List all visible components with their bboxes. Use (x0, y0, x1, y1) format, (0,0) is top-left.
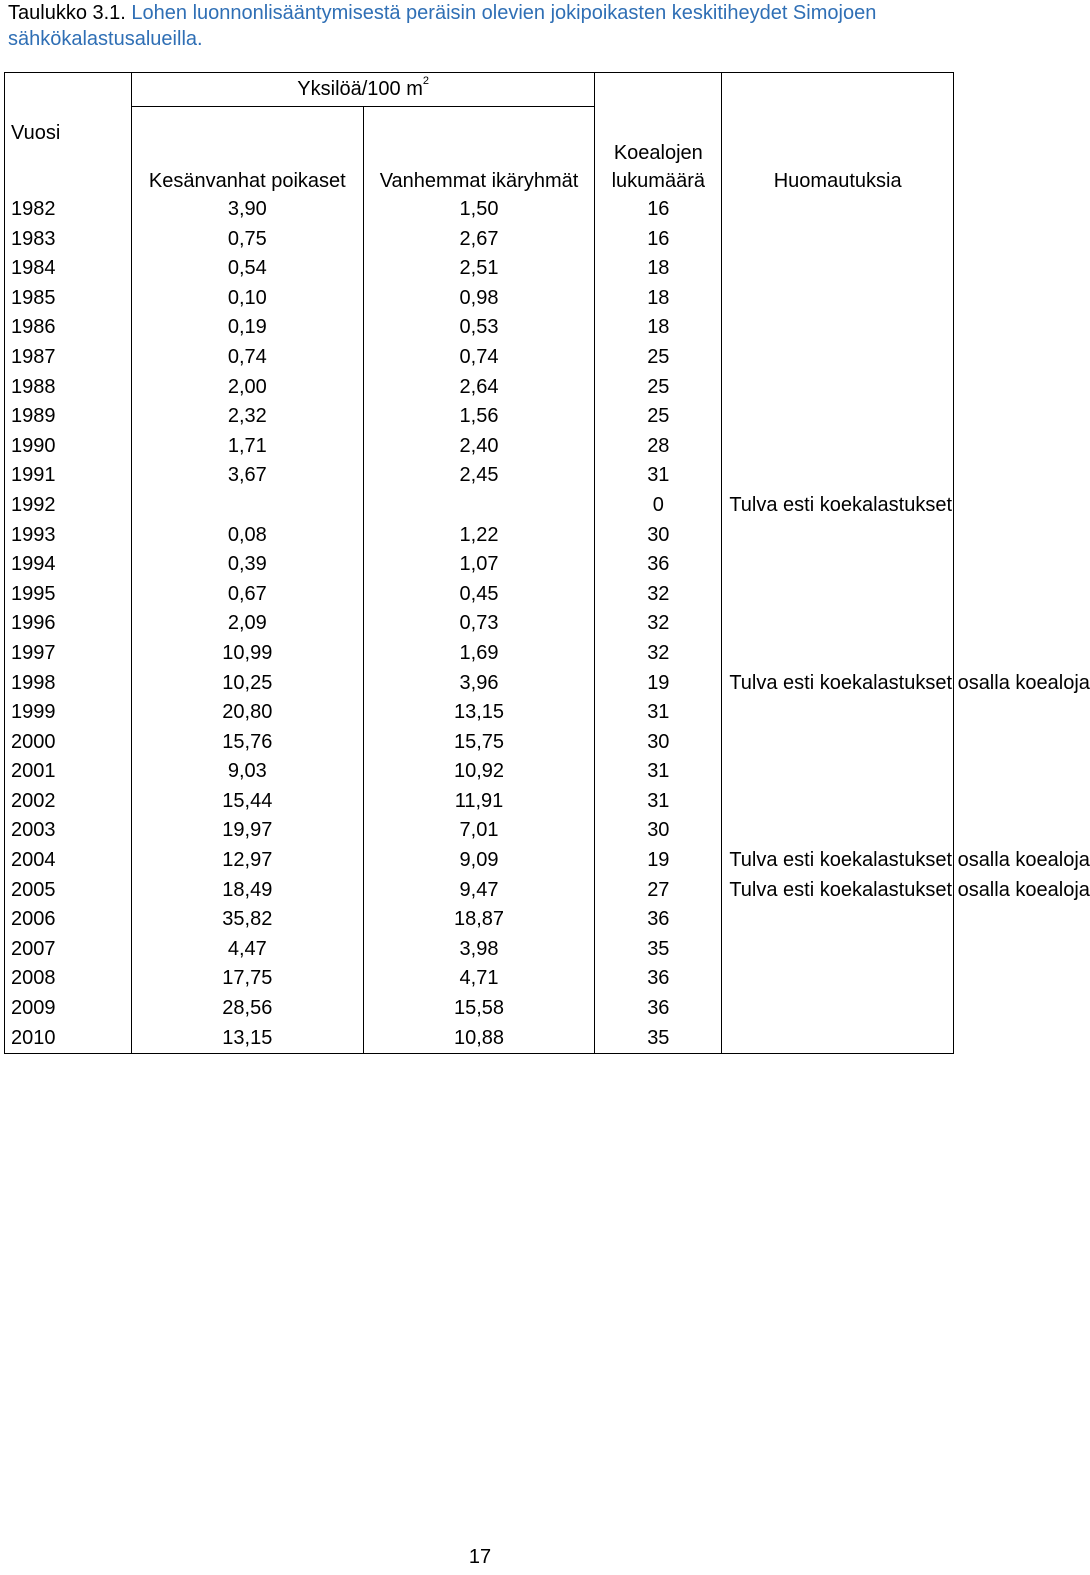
cell-kesanvanhat: 0,19 (132, 313, 364, 343)
header-huomautuksia: Huomautuksia (722, 107, 954, 196)
table-row (5, 521, 954, 551)
cell-huomautuksia (722, 935, 954, 965)
cell-year: 1983 (5, 225, 132, 255)
table-row (5, 284, 954, 314)
header-spacer-koe (595, 73, 722, 107)
density-table (4, 72, 1090, 1054)
cell-koealojen: 28 (595, 432, 722, 462)
cell-huomautuksia (722, 432, 954, 462)
table-row (5, 254, 954, 284)
table-row (5, 935, 954, 965)
table-row (5, 816, 954, 846)
table-caption (8, 0, 948, 52)
cell-huomautuksia (722, 195, 954, 225)
cell-year: 1988 (5, 373, 132, 403)
table-row (5, 876, 954, 906)
cell-koealojen: 31 (595, 757, 722, 787)
table-row (5, 728, 954, 758)
cell-huomautuksia (722, 343, 954, 373)
cell-year: 1992 (5, 491, 132, 521)
cell-vanhemmat: 3,98 (363, 935, 595, 965)
table-row (5, 402, 954, 432)
cell-vanhemmat: 15,58 (363, 994, 595, 1024)
cell-year: 1997 (5, 639, 132, 669)
table-row (5, 195, 954, 225)
cell-koealojen: 27 (595, 876, 722, 906)
header-kesanvanhat: Kesänvanhat poikaset (132, 107, 364, 196)
cell-year: 1984 (5, 254, 132, 284)
cell-koealojen: 36 (595, 964, 722, 994)
cell-koealojen: 32 (595, 609, 722, 639)
cell-year: 2004 (5, 846, 132, 876)
cell-huomautuksia (722, 254, 954, 284)
cell-koealojen: 18 (595, 284, 722, 314)
header-unit-text: Yksilöä/100 m (297, 78, 423, 100)
cell-kesanvanhat: 15,44 (132, 787, 364, 817)
cell-koealojen: 0 (595, 491, 722, 521)
cell-koealojen: 18 (595, 313, 722, 343)
table-row (5, 698, 954, 728)
cell-kesanvanhat: 1,71 (132, 432, 364, 462)
table-row (5, 373, 954, 403)
cell-vanhemmat: 10,92 (363, 757, 595, 787)
header-year: Vuosi (5, 73, 132, 196)
cell-kesanvanhat: 0,08 (132, 521, 364, 551)
cell-kesanvanhat: 0,74 (132, 343, 364, 373)
cell-year: 2003 (5, 816, 132, 846)
cell-kesanvanhat: 4,47 (132, 935, 364, 965)
cell-vanhemmat: 2,67 (363, 225, 595, 255)
table-body (5, 195, 1090, 1054)
cell-koealojen: 36 (595, 550, 722, 580)
cell-kesanvanhat: 10,99 (132, 639, 364, 669)
cell-vanhemmat: 11,91 (363, 787, 595, 817)
cell-year: 1987 (5, 343, 132, 373)
cell-koealojen: 16 (595, 195, 722, 225)
cell-koealojen: 35 (595, 935, 722, 965)
cell-huomautuksia (722, 1024, 954, 1054)
cell-huomautuksia (722, 313, 954, 343)
cell-koealojen: 36 (595, 994, 722, 1024)
table-row (5, 343, 954, 373)
cell-kesanvanhat: 0,39 (132, 550, 364, 580)
table-row (5, 580, 954, 610)
cell-vanhemmat: 2,51 (363, 254, 595, 284)
cell-year: 2002 (5, 787, 132, 817)
cell-kesanvanhat: 2,00 (132, 373, 364, 403)
cell-koealojen: 19 (595, 669, 722, 699)
cell-vanhemmat: 0,53 (363, 313, 595, 343)
cell-year: 1994 (5, 550, 132, 580)
cell-huomautuksia: Tulva esti koekalastukset osalla koealoja (722, 669, 954, 699)
cell-kesanvanhat: 0,67 (132, 580, 364, 610)
cell-koealojen: 16 (595, 225, 722, 255)
cell-huomautuksia (722, 757, 954, 787)
cell-vanhemmat: 7,01 (363, 816, 595, 846)
cell-koealojen: 32 (595, 580, 722, 610)
table-row (5, 609, 954, 639)
cell-year: 1999 (5, 698, 132, 728)
cell-koealojen: 30 (595, 521, 722, 551)
table-row (5, 550, 954, 580)
table-row (5, 757, 954, 787)
cell-koealojen: 35 (595, 1024, 722, 1054)
cell-huomautuksia (722, 373, 954, 403)
cell-year: 2006 (5, 905, 132, 935)
cell-huomautuksia: Tulva esti koekalastukset (722, 491, 954, 521)
cell-year: 1995 (5, 580, 132, 610)
header-vanhemmat: Vanhemmat ikäryhmät (363, 107, 595, 196)
cell-vanhemmat (363, 491, 595, 521)
cell-huomautuksia (722, 521, 954, 551)
cell-huomautuksia (722, 905, 954, 935)
cell-koealojen: 36 (595, 905, 722, 935)
cell-year: 2010 (5, 1024, 132, 1054)
cell-year: 1991 (5, 461, 132, 491)
table-row (5, 432, 954, 462)
cell-vanhemmat: 0,73 (363, 609, 595, 639)
table-row (5, 1024, 954, 1054)
cell-huomautuksia (722, 609, 954, 639)
cell-kesanvanhat: 0,75 (132, 225, 364, 255)
caption-number: Taulukko 3.1. (8, 2, 126, 24)
cell-vanhemmat: 2,40 (363, 432, 595, 462)
cell-kesanvanhat: 20,80 (132, 698, 364, 728)
page-number: 17 (468, 1546, 492, 1568)
cell-year: 1982 (5, 195, 132, 225)
cell-kesanvanhat: 28,56 (132, 994, 364, 1024)
cell-vanhemmat: 1,22 (363, 521, 595, 551)
cell-huomautuksia (722, 964, 954, 994)
cell-vanhemmat: 13,15 (363, 698, 595, 728)
cell-kesanvanhat: 2,32 (132, 402, 364, 432)
table-row (5, 787, 954, 817)
cell-vanhemmat: 0,74 (363, 343, 595, 373)
cell-vanhemmat: 1,50 (363, 195, 595, 225)
header-unit (132, 73, 595, 107)
cell-koealojen: 18 (595, 254, 722, 284)
cell-koealojen: 25 (595, 402, 722, 432)
cell-year: 1990 (5, 432, 132, 462)
table-row (5, 491, 954, 521)
caption-text: Lohen luonnonlisääntymisestä peräisin olevien jokipoikasten keskitiheydet Simojoen sähkökalastusalueilla. (8, 2, 877, 50)
table-row (5, 994, 954, 1024)
cell-koealojen: 31 (595, 461, 722, 491)
cell-vanhemmat: 0,45 (363, 580, 595, 610)
cell-kesanvanhat: 3,90 (132, 195, 364, 225)
cell-vanhemmat: 3,96 (363, 669, 595, 699)
table-row (5, 669, 954, 699)
cell-vanhemmat: 18,87 (363, 905, 595, 935)
table-row (5, 905, 954, 935)
cell-vanhemmat: 0,98 (363, 284, 595, 314)
cell-year: 2009 (5, 994, 132, 1024)
table-row (5, 313, 954, 343)
table-row (5, 964, 954, 994)
cell-koealojen: 31 (595, 698, 722, 728)
cell-vanhemmat: 1,07 (363, 550, 595, 580)
cell-koealojen: 30 (595, 728, 722, 758)
cell-huomautuksia (722, 698, 954, 728)
cell-kesanvanhat: 0,10 (132, 284, 364, 314)
cell-year: 1986 (5, 313, 132, 343)
cell-koealojen: 25 (595, 373, 722, 403)
cell-huomautuksia (722, 284, 954, 314)
cell-year: 2000 (5, 728, 132, 758)
cell-huomautuksia (722, 994, 954, 1024)
cell-huomautuksia (722, 580, 954, 610)
cell-vanhemmat: 9,09 (363, 846, 595, 876)
cell-kesanvanhat: 17,75 (132, 964, 364, 994)
cell-year: 2005 (5, 876, 132, 906)
cell-kesanvanhat: 2,09 (132, 609, 364, 639)
cell-kesanvanhat: 18,49 (132, 876, 364, 906)
table-row (5, 225, 954, 255)
cell-kesanvanhat: 10,25 (132, 669, 364, 699)
cell-year: 2007 (5, 935, 132, 965)
cell-huomautuksia (722, 550, 954, 580)
cell-koealojen: 25 (595, 343, 722, 373)
cell-vanhemmat: 15,75 (363, 728, 595, 758)
header-koealojen: Koealojen lukumäärä (595, 107, 722, 196)
cell-vanhemmat: 2,45 (363, 461, 595, 491)
cell-huomautuksia: Tulva esti koekalastukset osalla koealoja (722, 876, 954, 906)
cell-huomautuksia (722, 787, 954, 817)
cell-year: 2008 (5, 964, 132, 994)
cell-koealojen: 30 (595, 816, 722, 846)
cell-koealojen: 31 (595, 787, 722, 817)
header-spacer-huom (722, 73, 954, 107)
cell-kesanvanhat (132, 491, 364, 521)
cell-koealojen: 19 (595, 846, 722, 876)
cell-huomautuksia (722, 816, 954, 846)
table-row (5, 639, 954, 669)
cell-year: 1996 (5, 609, 132, 639)
cell-year: 1998 (5, 669, 132, 699)
cell-huomautuksia (722, 225, 954, 255)
cell-vanhemmat: 4,71 (363, 964, 595, 994)
cell-kesanvanhat: 12,97 (132, 846, 364, 876)
cell-year: 1993 (5, 521, 132, 551)
cell-kesanvanhat: 0,54 (132, 254, 364, 284)
cell-year: 1985 (5, 284, 132, 314)
cell-kesanvanhat: 15,76 (132, 728, 364, 758)
cell-kesanvanhat: 35,82 (132, 905, 364, 935)
cell-huomautuksia (722, 639, 954, 669)
cell-vanhemmat: 10,88 (363, 1024, 595, 1054)
cell-kesanvanhat: 19,97 (132, 816, 364, 846)
cell-huomautuksia (722, 728, 954, 758)
cell-kesanvanhat: 9,03 (132, 757, 364, 787)
cell-vanhemmat: 2,64 (363, 373, 595, 403)
cell-huomautuksia (722, 402, 954, 432)
cell-vanhemmat: 9,47 (363, 876, 595, 906)
cell-kesanvanhat: 3,67 (132, 461, 364, 491)
cell-huomautuksia: Tulva esti koekalastukset osalla koealoja (722, 846, 954, 876)
cell-koealojen: 32 (595, 639, 722, 669)
table-row (5, 461, 954, 491)
cell-kesanvanhat: 13,15 (132, 1024, 364, 1054)
cell-year: 2001 (5, 757, 132, 787)
cell-vanhemmat: 1,56 (363, 402, 595, 432)
header-unit-sup: 2 (422, 75, 430, 88)
cell-huomautuksia (722, 461, 954, 491)
table-row (5, 846, 954, 876)
cell-year: 1989 (5, 402, 132, 432)
cell-vanhemmat: 1,69 (363, 639, 595, 669)
